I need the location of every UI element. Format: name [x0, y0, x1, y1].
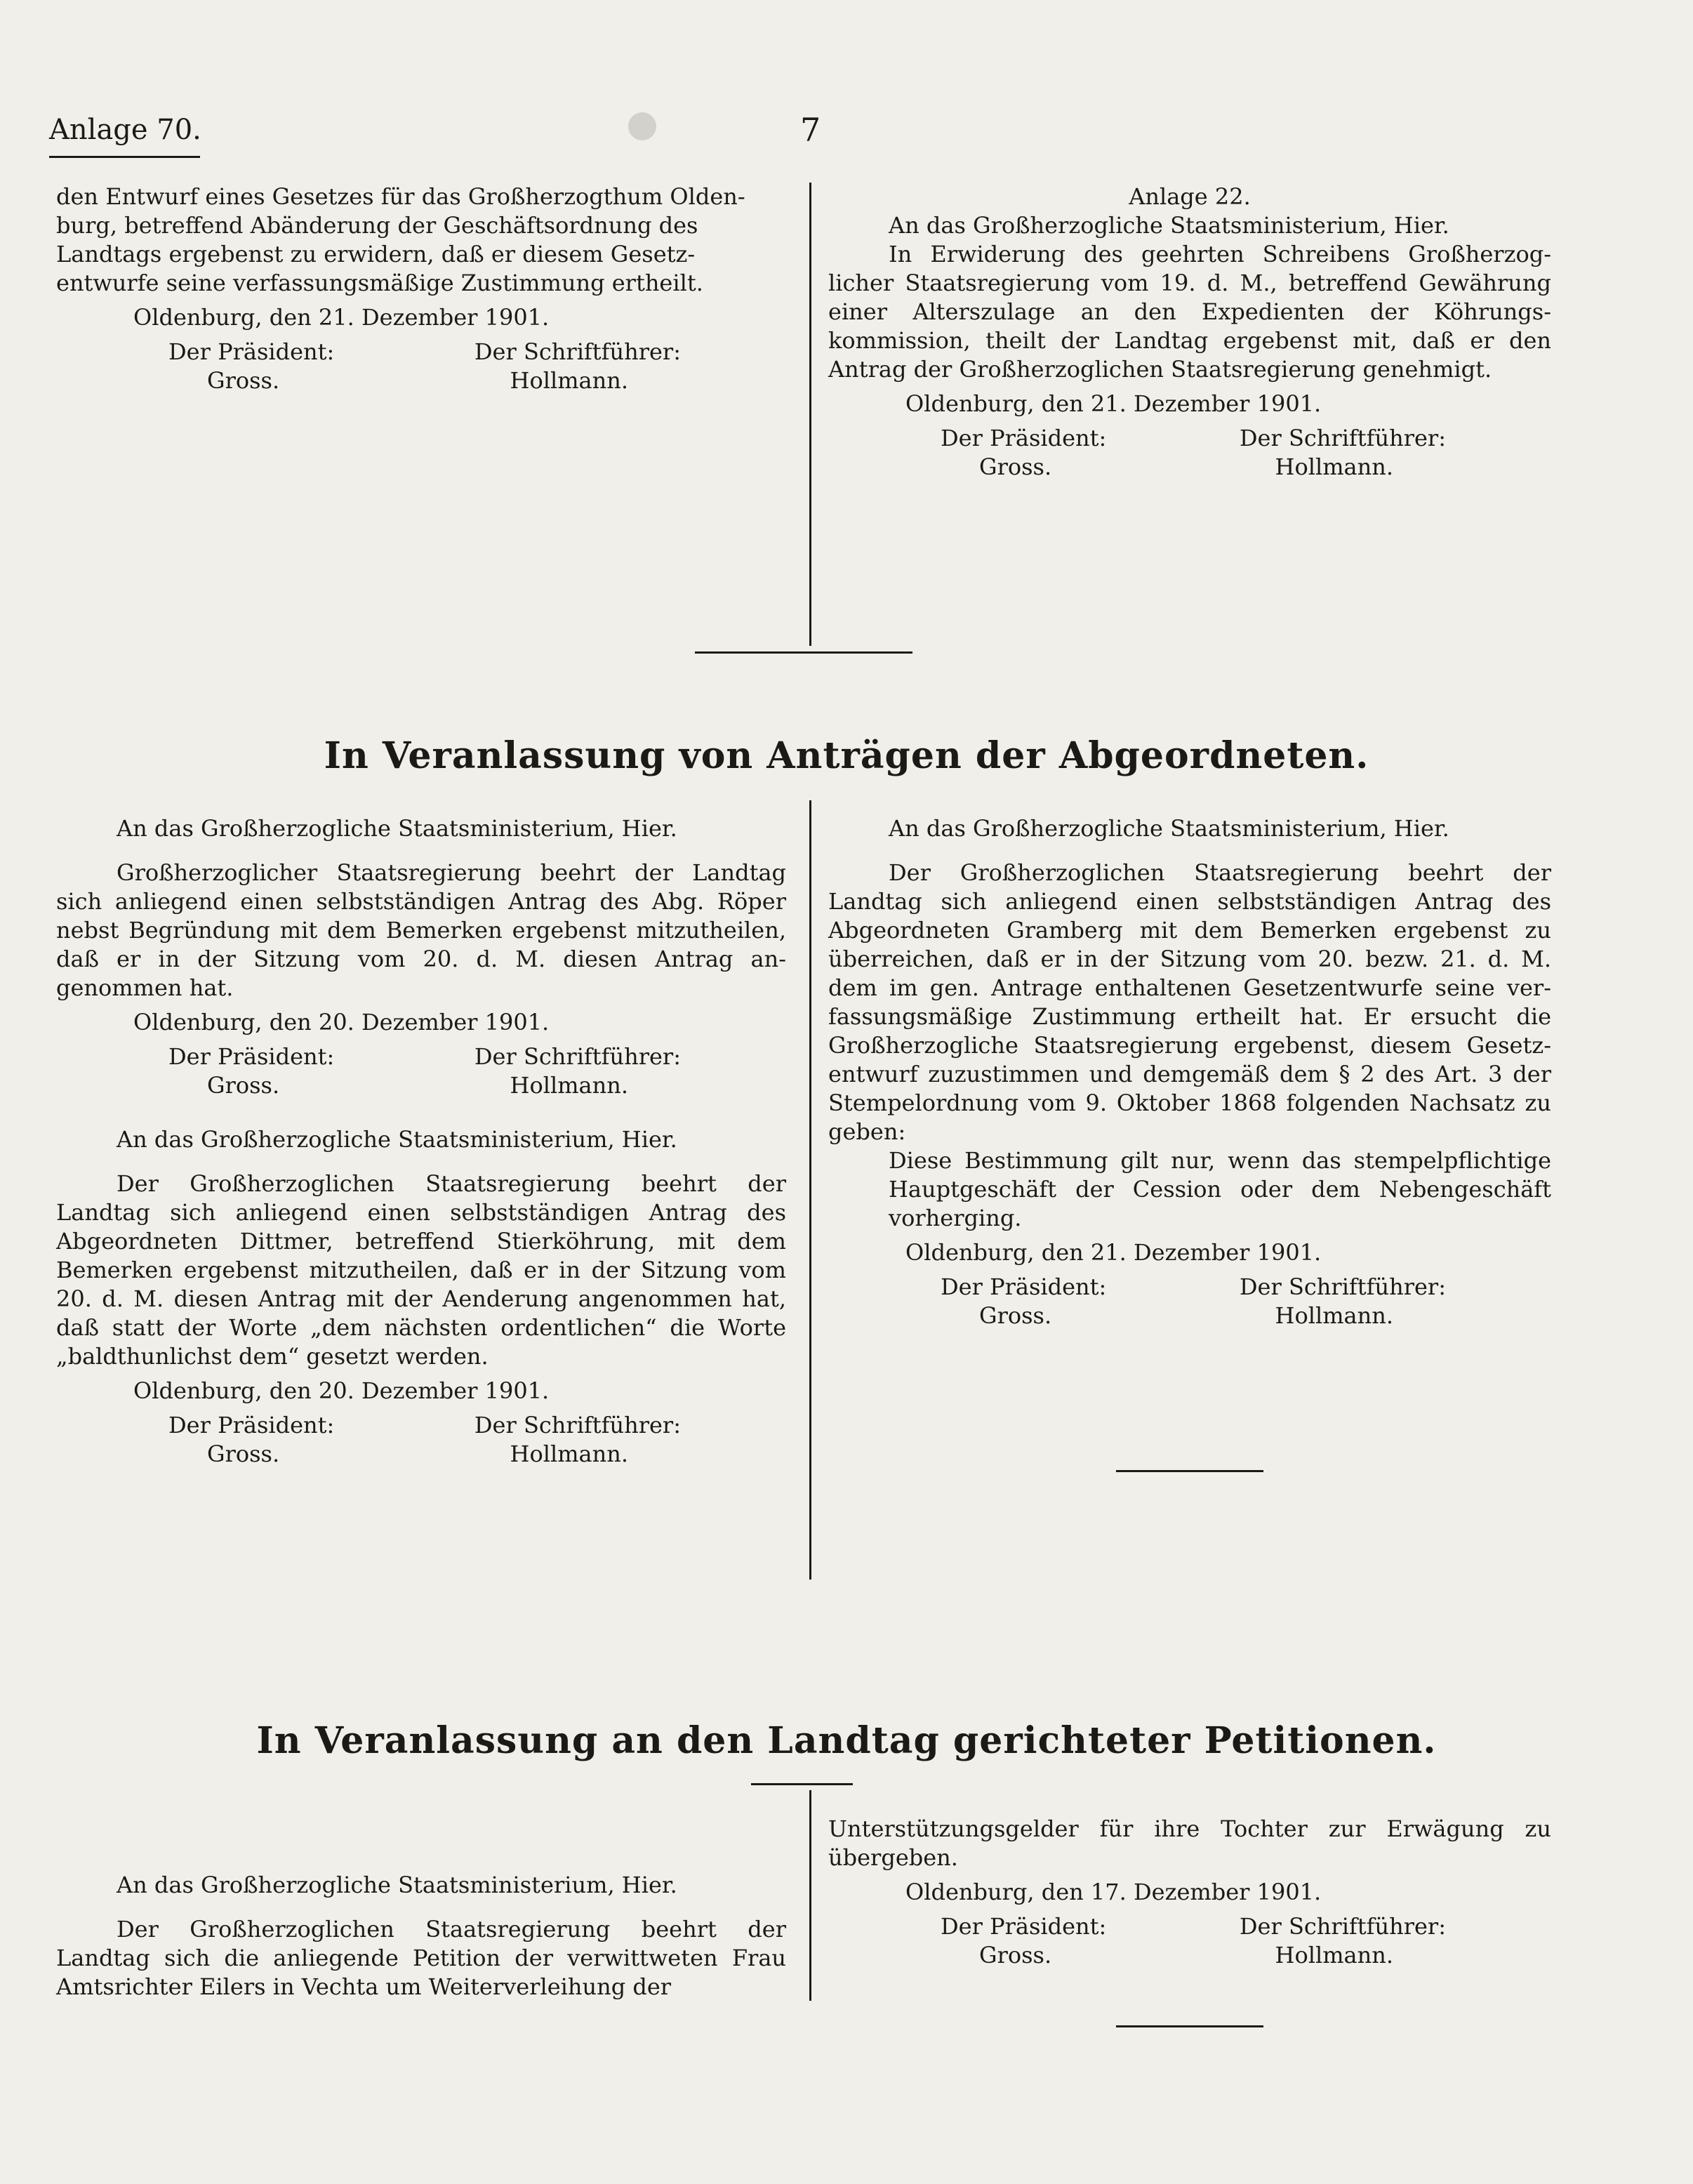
place-date: Oldenburg, den 21. Dezember 1901.: [905, 1239, 1322, 1266]
annex-label: Anlage 70.: [49, 114, 201, 146]
motions-right-column: [828, 814, 1551, 1330]
president-label: Der Präsident:: [168, 338, 335, 365]
letter-body: Der Großherzoglichen Staatsregierung beehrt der Landtag sich anliegend einen selbstständigen Antrag des Abgeordneten Gramberg mit dem Bemerken ergebenst zu überreichen, daß er in der Sitzung vom 20. bezw. 21. d. M. dem im gen. Antrage enthaltenen Gesetzentwurfe seine verfassungsmäßige Zustimmung ertheilt hat. Er ersucht die Großherzogliche Staatsregierung ergebenst, diesem Gesetzentwurf zuzustimmen und demgemäß dem § 2 des Art. 3 der Stempelordnung vom 9. Oktober 1868 folgenden Nachsatz zu geben:: [828, 859, 1551, 1145]
secretary-name: Hollmann.: [510, 1072, 628, 1099]
letter-body: Unterstützungsgelder für ihre Tochter zur Erwägung zu übergeben.: [828, 1815, 1551, 1871]
place-date: Oldenburg, den 20. Dezember 1901.: [133, 1009, 550, 1035]
column-divider: [809, 183, 811, 646]
president-name: Gross.: [207, 1072, 280, 1099]
section-rule: [1116, 1470, 1263, 1472]
signature-names: [828, 1941, 1551, 1970]
secretary-name: Hollmann.: [510, 1441, 628, 1467]
header-underline: [49, 156, 200, 158]
secretary-name: Hollmann.: [510, 367, 628, 394]
letter-body: In Erwiderung des geehrten Schreibens Großherzoglicher Staatsregierung vom 19. d. M., betreffend Gewährung einer Alterszulage an den Expedienten der Köhrungskommission, theilt der Landtag ergebenst mit, daß er den Antrag der Großherzoglichen Staatsregierung genehmigt.: [828, 241, 1551, 383]
column-divider: [809, 800, 811, 1580]
letter-body: Der Großherzoglichen Staatsregierung beehrt der Landtag sich die anliegende Petition der verwittweten Frau Amtsrichter Eilers in Vechta um Weiterverleihung der: [56, 1916, 786, 2000]
secretary-name: Hollmann.: [1275, 1302, 1393, 1329]
petitions-right-column: [828, 1815, 1551, 1970]
column-divider: [809, 1790, 811, 2001]
address-line: An das Großherzogliche Staatsministerium, Hier.: [117, 815, 677, 842]
signature-names: [56, 1440, 786, 1469]
quoted-clause: Diese Bestimmung gilt nur, wenn das stempelpflichtige Hauptgeschäft der Cession oder dem Nebengeschäft vorherging.: [889, 1147, 1551, 1231]
secretary-label: Der Schriftführer:: [474, 338, 681, 365]
letter-body: Der Großherzoglichen Staatsregierung beehrt der Landtag sich anliegend einen selbstständigen Antrag des Abgeordneten Dittmer, betreffend Stierköhrung, mit dem Bemerken ergebenst mitzutheilen, daß er in der Sitzung vom 20. d. M. diesen Antrag mit der Aenderung angenommen hat, daß statt der Worte „dem nächsten ordentlichen“ die Worte „baldthunlichst dem“ gesetzt werden.: [56, 1170, 786, 1370]
library-stamp-icon: [628, 112, 656, 140]
signature-names: [56, 366, 786, 395]
signature-names: [828, 1302, 1551, 1330]
top-left-column: [56, 183, 786, 395]
president-name: Gross.: [979, 1942, 1052, 1968]
signature-labels: [828, 1273, 1551, 1302]
letter-body: Großherzoglicher Staatsregierung beehrt der Landtag sich anliegend einen selbstständigen Antrag des Abg. Röper nebst Begründung mit dem Bemerken ergebenst mitzutheilen, daß er in der Sitzung vom 20. d. M. diesen Antrag angenommen hat.: [56, 859, 786, 1001]
signature-names: [828, 453, 1551, 482]
president-label: Der Präsident:: [941, 425, 1107, 451]
address-line: An das Großherzogliche Staatsministerium, Hier.: [889, 815, 1449, 842]
signature-labels: [56, 1043, 786, 1071]
text-line: Landtags ergebenst zu erwidern, daß er diesem Gesetz-: [56, 241, 696, 267]
signature-labels: [56, 1411, 786, 1440]
signature-labels: [56, 338, 786, 366]
secretary-label: Der Schriftführer:: [1239, 1273, 1446, 1300]
president-label: Der Präsident:: [168, 1412, 335, 1438]
page-number: 7: [800, 111, 821, 149]
place-date: Oldenburg, den 17. Dezember 1901.: [905, 1879, 1322, 1905]
text-line: burg, betreffend Abänderung der Geschäftsordnung des: [56, 212, 698, 239]
president-label: Der Präsident:: [941, 1913, 1107, 1940]
signature-names: [56, 1071, 786, 1100]
text-line: den Entwurf eines Gesetzes für das Großherzogthum Olden-: [56, 183, 745, 210]
text-line: entwurfe seine verfassungsmäßige Zustimmung ertheilt.: [56, 270, 703, 296]
place-date: Oldenburg, den 20. Dezember 1901.: [133, 1377, 550, 1404]
secretary-label: Der Schriftführer:: [1239, 1913, 1446, 1940]
president-name: Gross.: [207, 1441, 280, 1467]
annex-22-label: Anlage 22.: [1129, 183, 1251, 210]
section-rule: [751, 1783, 853, 1785]
top-right-column: [828, 183, 1551, 482]
secretary-label: Der Schriftführer:: [474, 1412, 681, 1438]
president-label: Der Präsident:: [168, 1043, 335, 1070]
motions-left-column: [56, 814, 786, 1469]
address-line: An das Großherzogliche Staatsministerium, Hier.: [117, 1126, 677, 1153]
secretary-label: Der Schriftführer:: [474, 1043, 681, 1070]
place-date: Oldenburg, den 21. Dezember 1901.: [905, 390, 1322, 417]
petitions-left-column: [56, 1871, 786, 2001]
section-rule: [695, 651, 912, 654]
president-name: Gross.: [979, 454, 1052, 480]
signature-labels: [828, 424, 1551, 453]
address-line: An das Großherzogliche Staatsministerium, Hier.: [889, 212, 1449, 239]
section-heading-petitions: In Veranlassung an den Landtag gerichteter Petitionen.: [256, 1719, 1437, 1762]
secretary-label: Der Schriftführer:: [1239, 425, 1446, 451]
section-rule: [1116, 2025, 1263, 2027]
president-name: Gross.: [979, 1302, 1052, 1329]
section-heading-motions: In Veranlassung von Anträgen der Abgeordneten.: [324, 734, 1369, 777]
president-name: Gross.: [207, 367, 280, 394]
address-line: An das Großherzogliche Staatsministerium, Hier.: [117, 1872, 677, 1898]
place-date: Oldenburg, den 21. Dezember 1901.: [133, 304, 550, 331]
secretary-name: Hollmann.: [1275, 1942, 1393, 1968]
signature-labels: [828, 1912, 1551, 1941]
president-label: Der Präsident:: [941, 1273, 1107, 1300]
secretary-name: Hollmann.: [1275, 454, 1393, 480]
